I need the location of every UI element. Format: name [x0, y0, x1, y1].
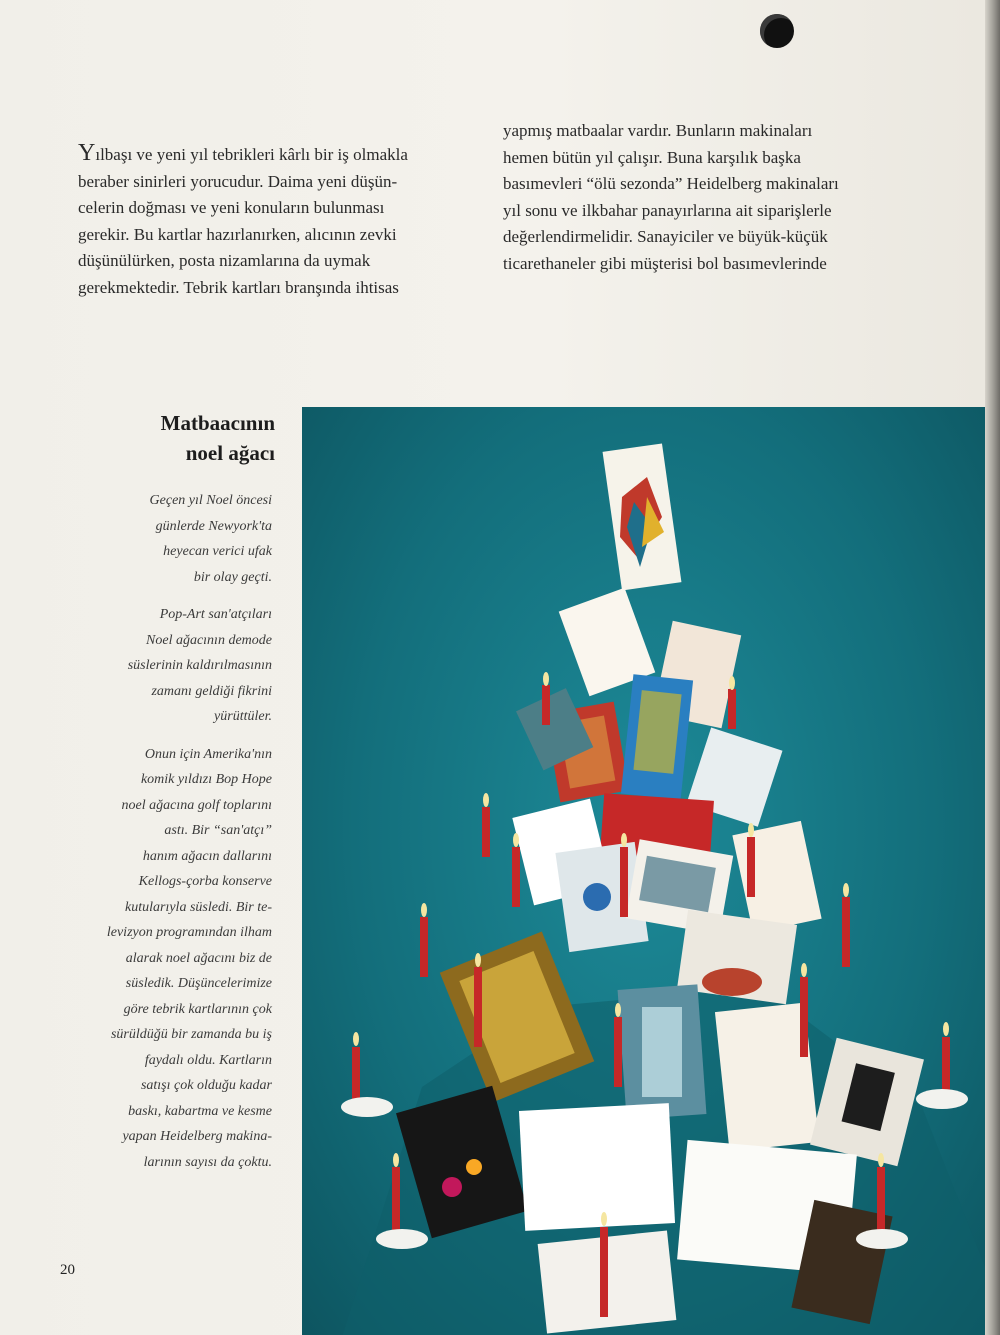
article-right-column	[503, 118, 927, 277]
caption-line: larının sayısı da çoktu.	[143, 1154, 272, 1170]
caption-line: hanım ağacın dallarını	[142, 848, 272, 864]
caption-line: alarak noel ağacını biz de	[125, 950, 272, 966]
caption-line: baskı, kabartma ve kesme	[128, 1103, 272, 1119]
caption-title-line: Matbaacının	[160, 411, 275, 435]
caption-line: Geçen yıl Noel öncesi	[149, 493, 272, 508]
card-tree-illustration	[302, 407, 985, 1335]
caption-paragraph	[40, 488, 272, 590]
caption-line: astı. Bir “san'atçı”	[164, 823, 272, 838]
page-number: 20	[60, 1262, 75, 1278]
punch-hole	[760, 14, 794, 48]
caption-line: sürüldüğü bir zamanda bu iş	[110, 1027, 272, 1042]
caption-line: satışı çok olduğu kadar	[140, 1078, 272, 1093]
caption-line: yürüttüler.	[214, 709, 272, 724]
caption-line: günlerde Newyork'ta	[155, 518, 272, 534]
article-line: gerekmektedir. Tebrik kartları branşında ihtisas	[78, 277, 399, 297]
article-line: ticarethaneler gibi müşterisi bol basımevlerinde	[503, 253, 827, 273]
caption-paragraph	[40, 602, 272, 730]
caption-line: levizyon programından ilham	[106, 925, 272, 940]
caption-line: kutularıyla süsledi. Bir te-	[125, 899, 272, 915]
article-line: Yılbaşı ve yeni yıl tebrikleri kârlı bir iş olmakla	[78, 140, 408, 166]
article-line: değerlendirmelidir. Sanayiciler ve büyük-küçük	[503, 227, 828, 246]
article-line-rest: ılbaşı ve yeni yıl tebrikleri kârlı bir iş olmakla	[95, 145, 408, 164]
article-line: yıl sonu ve ilkbahar panayırlarına ait siparişlerle	[503, 200, 832, 220]
caption-line: heyecan verici ufak	[163, 544, 272, 559]
article-line: basımevleri “ölü sezonda” Heidelberg makinaları	[503, 174, 839, 193]
caption-line: süslerinin kaldırılmasının	[127, 658, 272, 673]
caption-title-line: noel ağacı	[185, 441, 275, 465]
caption-line: süsledik. Düşüncelerimize	[125, 976, 272, 991]
caption-line: komik yıldızı Bop Hope	[140, 772, 272, 787]
caption-line: bir olay geçti.	[193, 569, 272, 585]
page-edge	[985, 0, 1000, 1335]
caption-line: noel ağacına golf toplarını	[121, 797, 272, 813]
caption-line: göre tebrik kartlarının çok	[123, 1001, 272, 1017]
caption-line: yapan Heidelberg makina-	[122, 1129, 272, 1144]
caption-line: zamanı geldiği fikrini	[151, 683, 272, 699]
article-line: celerin doğması ve yeni konuların bulunması	[78, 198, 385, 217]
caption-title	[60, 408, 275, 468]
caption-line: Pop-Art san'atçıları	[159, 607, 272, 622]
article-line: gerekir. Bu kartlar hazırlanırken, alıcının zevki	[78, 224, 397, 244]
article-line: düşünülürken, posta nizamlarına da uymak	[78, 251, 371, 270]
christmas-tree-photo	[302, 407, 985, 1335]
article-left-column	[78, 140, 478, 301]
caption-text	[40, 488, 272, 1187]
article-line: yapmış matbaalar vardır. Bunların makinaları	[503, 121, 813, 140]
caption-line: faydalı oldu. Kartların	[144, 1052, 272, 1068]
caption-paragraph	[40, 742, 272, 1176]
caption-line: Kellogs-çorba konserve	[138, 874, 272, 889]
caption-line: Noel ağacının demode	[146, 632, 272, 648]
article-line: hemen bütün yıl çalışır. Buna karşılık başka	[503, 147, 801, 167]
caption-line: Onun için Amerika'nın	[144, 746, 272, 762]
article-line: beraber sinirleri yorucudur. Daima yeni düşün-	[78, 171, 398, 191]
